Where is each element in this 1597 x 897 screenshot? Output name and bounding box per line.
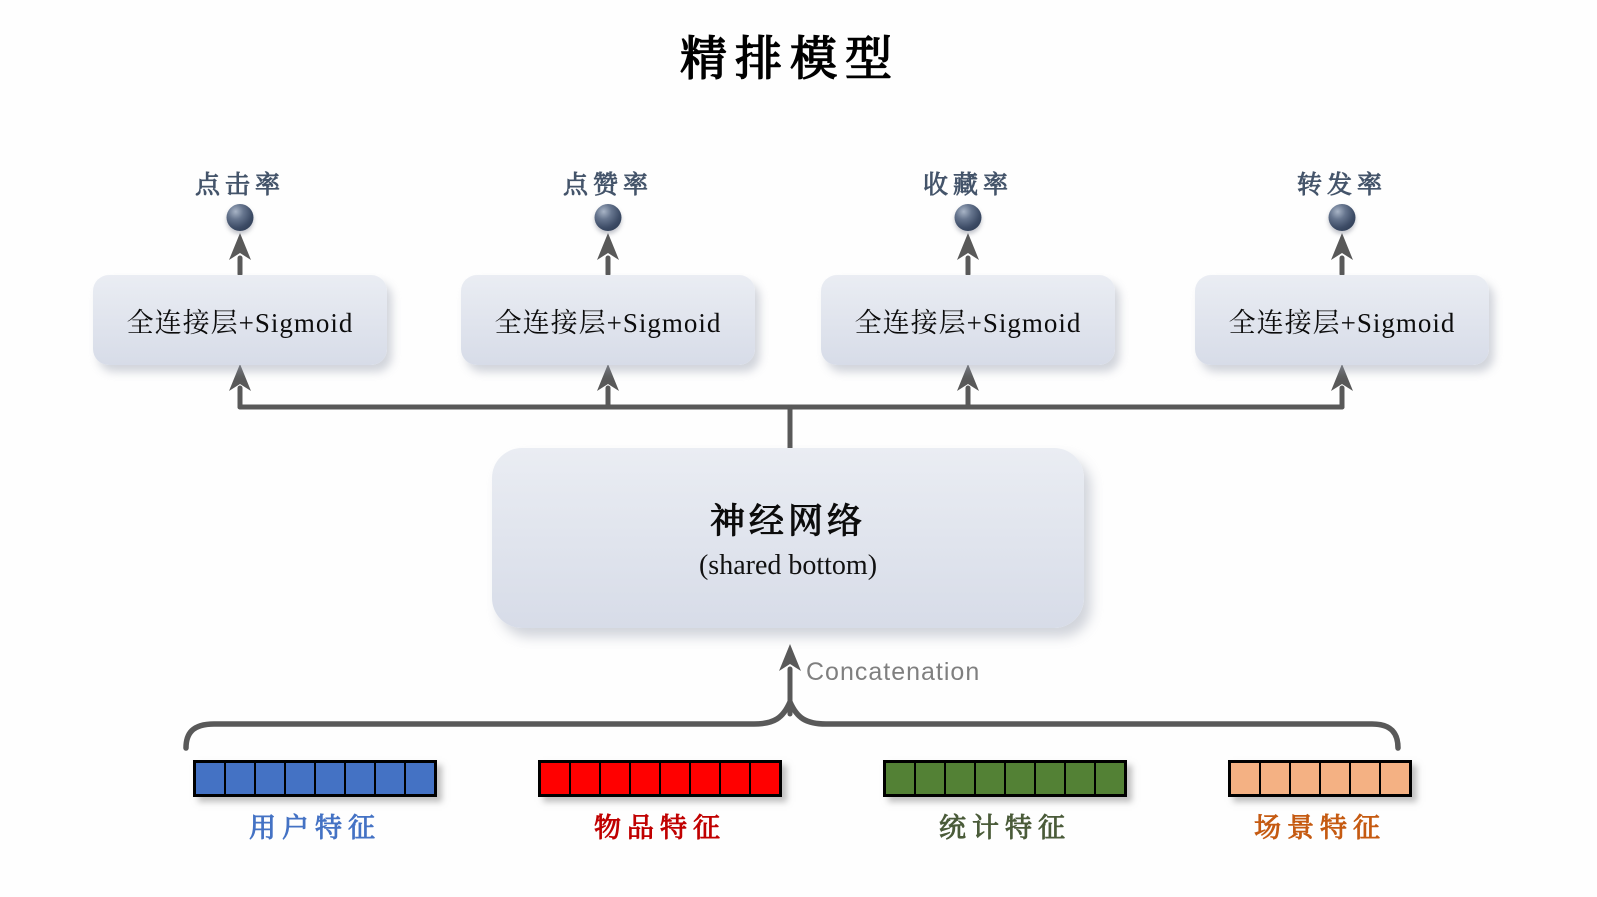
feature-cell: [1259, 763, 1289, 794]
feature-vector-scene: [1228, 760, 1412, 843]
feature-cell: [196, 763, 224, 794]
feature-cell: [1379, 763, 1409, 794]
output-node-icon: [1329, 204, 1356, 231]
fc-sigmoid-box-label: 全连接层+Sigmoid: [494, 307, 722, 338]
feature-cells: [538, 760, 782, 797]
feature-label: 场景特征: [1254, 813, 1386, 843]
fc-sigmoid-box-1: [93, 275, 387, 365]
fc-sigmoid-box-3: [821, 275, 1115, 365]
feature-cell: [314, 763, 344, 794]
fc-sigmoid-box-label: 全连接层+Sigmoid: [1228, 307, 1456, 338]
feature-cell: [1094, 763, 1124, 794]
feature-cell: [974, 763, 1004, 794]
feature-cell: [886, 763, 914, 794]
feature-cell: [254, 763, 284, 794]
task-column-ctr: [93, 165, 387, 365]
feature-cell: [224, 763, 254, 794]
feature-cell: [541, 763, 569, 794]
task-column-share: [1195, 165, 1489, 365]
task-label-share: 转发率: [1296, 172, 1387, 199]
shared-bottom-box: [492, 448, 1084, 628]
fc-sigmoid-box-label: 全连接层+Sigmoid: [126, 307, 354, 338]
feature-cell: [344, 763, 374, 794]
task-label-favorite: 收藏率: [922, 172, 1013, 199]
branch-tree: [229, 233, 1353, 450]
feature-cell: [629, 763, 659, 794]
feature-vector-item: [538, 760, 782, 843]
feature-label: 物品特征: [594, 813, 726, 843]
feature-vector-stat: [883, 760, 1127, 843]
task-label-ctr: 点击率: [194, 172, 285, 199]
feature-cell: [1231, 763, 1259, 794]
arrow-to-box-1: [229, 364, 251, 407]
feature-cells: [1228, 760, 1412, 797]
feature-brace: [186, 702, 1398, 748]
feature-cell: [569, 763, 599, 794]
feature-label: 统计特征: [939, 813, 1071, 843]
feature-cell: [914, 763, 944, 794]
output-node-icon: [227, 204, 254, 231]
feature-cell: [599, 763, 629, 794]
shared-network-subtitle: (shared bottom): [698, 550, 878, 581]
feature-cell: [719, 763, 749, 794]
output-node-icon: [955, 204, 982, 231]
fc-sigmoid-box-2: [461, 275, 755, 365]
feature-cell: [1004, 763, 1034, 794]
arrow-to-box-2: [597, 364, 619, 407]
feature-cell: [1289, 763, 1319, 794]
feature-cell: [659, 763, 689, 794]
feature-cells: [883, 760, 1127, 797]
feature-cell: [749, 763, 779, 794]
arrow-to-box-3: [957, 364, 979, 407]
feature-cells: [193, 760, 437, 797]
shared-network-title: 神经网络: [709, 502, 866, 541]
feature-cell: [689, 763, 719, 794]
fc-sigmoid-box-label: 全连接层+Sigmoid: [854, 307, 1082, 338]
task-label-like: 点赞率: [562, 172, 653, 199]
feature-vector-user: [193, 760, 437, 843]
arrow-to-box-4: [1331, 364, 1353, 407]
feature-label: 用户特征: [249, 813, 381, 843]
diagram-title: 精排模型: [680, 34, 900, 86]
feature-cell: [1064, 763, 1094, 794]
fc-sigmoid-box-4: [1195, 275, 1489, 365]
feature-cell: [1349, 763, 1379, 794]
feature-cell: [944, 763, 974, 794]
feature-cell: [284, 763, 314, 794]
output-node-icon: [595, 204, 622, 231]
feature-cell: [374, 763, 404, 794]
feature-cell: [1319, 763, 1349, 794]
feature-cell: [1034, 763, 1064, 794]
concatenation-label: Concatenation: [806, 658, 981, 686]
task-column-like: [461, 165, 755, 365]
task-column-favorite: [821, 165, 1115, 365]
feature-cell: [404, 763, 434, 794]
